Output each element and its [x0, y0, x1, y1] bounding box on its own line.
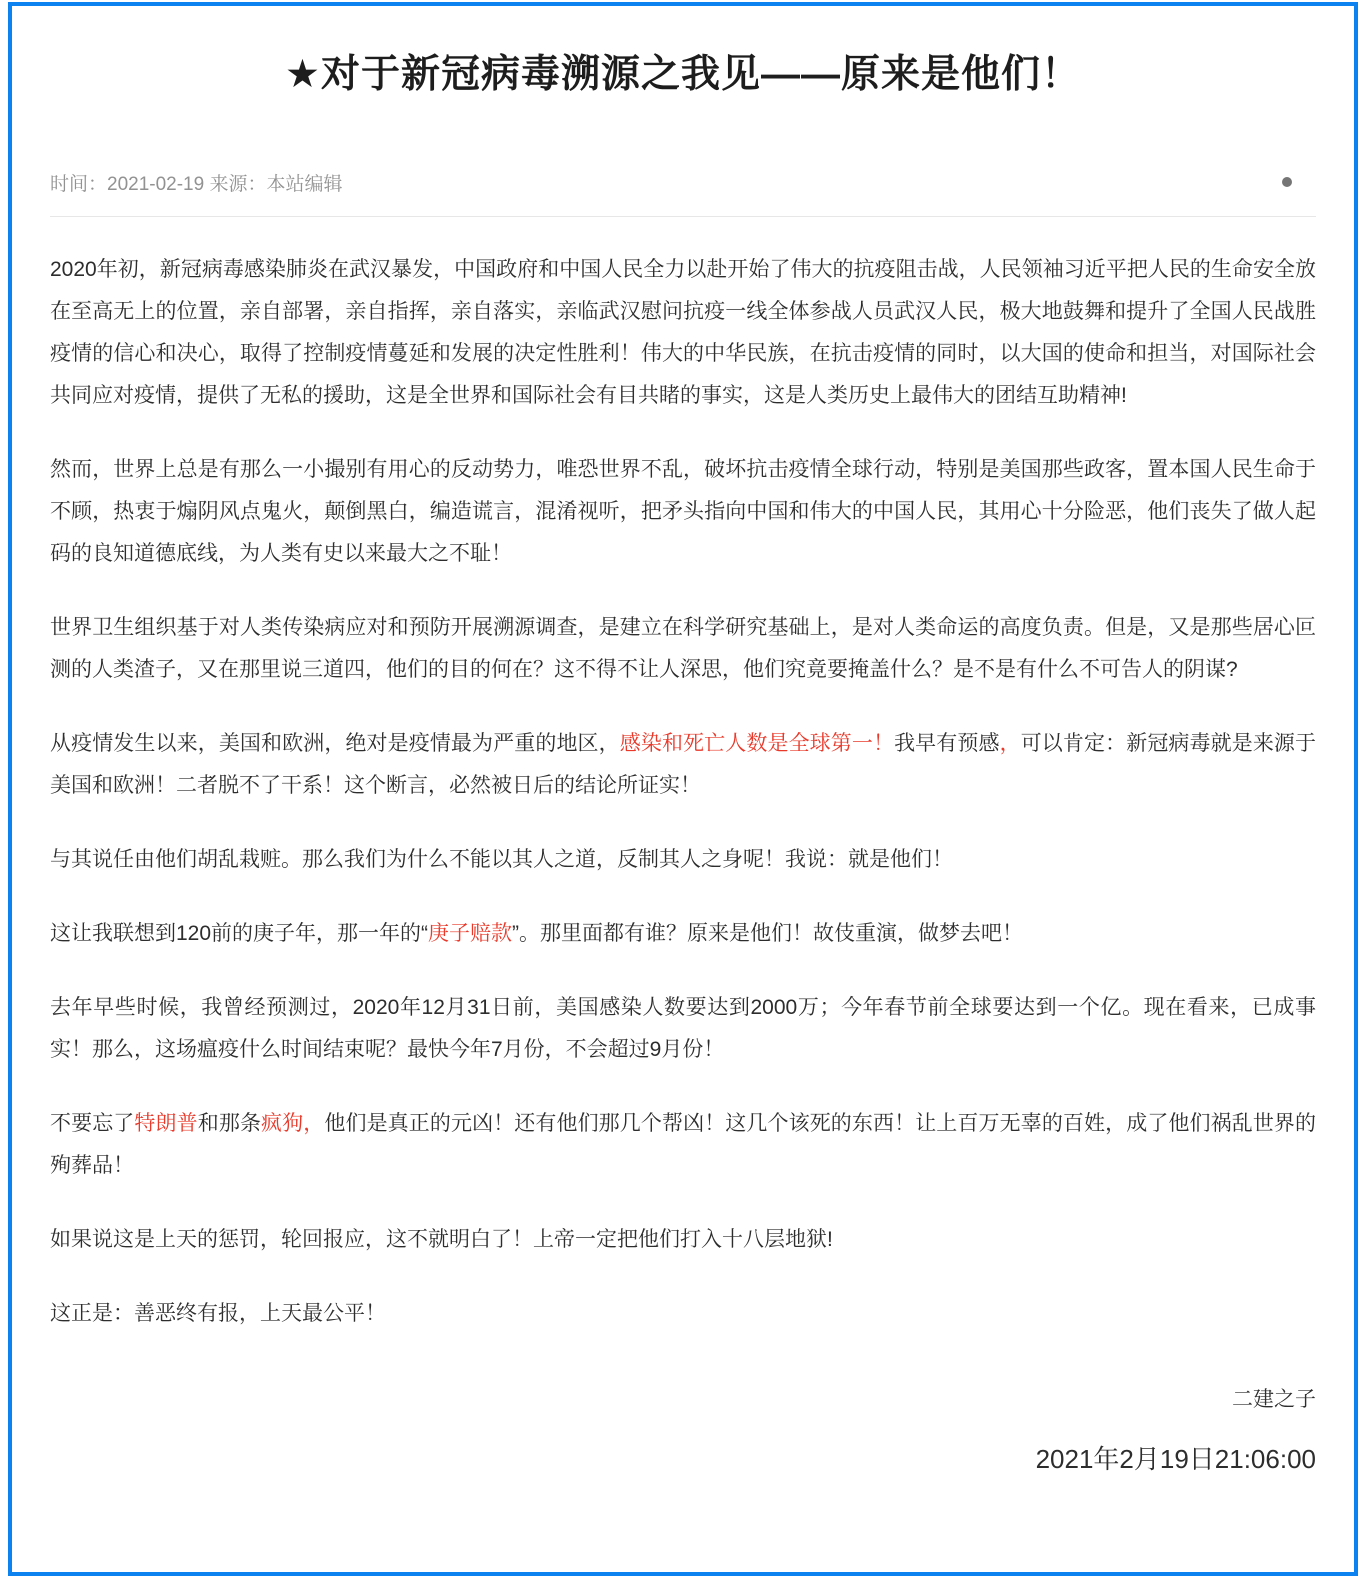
- paragraph-text: 然而，世界上总是有那么一小撮别有用心的反动势力，唯恐世界不乱，破坏抗击疫情全球行动，特别是美国那些政客，置本国人民生命于不顾，热衷于煽阴风点鬼火，颠倒黑白，编造谎言，混淆视听，把矛头指向中国和伟大的中国人民，其用心十分险恶，他们丧失了做人起码的良知道德底线，为人类有史以来最大之不耻！: [50, 457, 1316, 565]
- paragraph-text: 从疫情发生以来，美国和欧洲，绝对是疫情最为严重的地区，: [50, 731, 620, 755]
- paragraph-text: 不要忘了: [50, 1111, 135, 1135]
- paragraph-text: 与其说任由他们胡乱栽赃。那么我们为什么不能以其人之道，反制其人之身呢！我说：就是他们！: [50, 847, 953, 871]
- paragraph-text: 他们是真正的元凶！还有他们那几个帮凶！这几个该死的东西！让上百万无辜的百姓，成了他们祸乱世界的殉葬品！: [50, 1111, 1317, 1177]
- highlight-red: 疯狗，: [261, 1111, 325, 1135]
- paragraph-text: 2020年初，新冠病毒感染肺炎在武汉暴发，中国政府和中国人民全力以赴开始了伟大的抗疫阻击战，人民领袖习近平把人民的生命安全放在至高无上的位置，亲自部署，亲自指挥，亲自落实，亲临武汉慰问抗疫一线全体参战人员武汉人民，极大地鼓舞和提升了全国人民战胜疫情的信心和决心，取得了控制疫情蔓延和发展的决定性胜利！伟大的中华民族，在抗击疫情的同时，以大国的使命和担当，对国际社会共同应对疫情，提供了无私的援助，这是全世界和国际社会有目共睹的事实，这是人类历史上最伟大的团结互助精神!: [50, 257, 1316, 407]
- article-paragraph: [50, 1103, 1316, 1187]
- article-body: [50, 249, 1316, 1335]
- paragraph-text: 如果说这是上天的惩罚，轮回报应，这不就明白了！上帝一定把他们打入十八层地狱!: [50, 1227, 833, 1251]
- paragraph-text: ”。那里面都有谁？原来是他们！故伎重演，做梦去吧！: [512, 921, 1024, 945]
- paragraph-text: 世界卫生组织基于对人类传染病应对和预防开展溯源调查，是建立在科学研究基础上，是对人类命运的高度负责。但是，又是那些居心叵测的人类渣子，又在那里说三道四，他们的目的何在？这不得不让人深思，他们究竟要掩盖什么？是不是有什么不可告人的阴谋?: [50, 615, 1316, 681]
- article-paragraph: [50, 723, 1316, 807]
- dot-icon: [1282, 177, 1292, 187]
- highlight-red: ，: [999, 731, 1021, 755]
- article-paragraph: [50, 913, 1316, 955]
- article-paragraph: [50, 249, 1316, 417]
- article-paragraph: [50, 987, 1316, 1071]
- highlight-red: 感染和死亡人数是全球第一！: [619, 731, 895, 755]
- page-title: ★对于新冠病毒溯源之我见——原来是他们！: [285, 53, 1081, 96]
- paragraph-text: 我早有预感: [894, 731, 1000, 755]
- divider: [50, 216, 1316, 217]
- paragraph-text: 可以肯定：新冠病毒就是来源于美国和欧洲！二者脱不了干系！这个断言，必然被日后的结论所证实！: [50, 731, 1317, 797]
- article-paragraph: [50, 1219, 1316, 1261]
- highlight-red: 庚子赔款: [428, 921, 513, 945]
- author-signature: 二建之子: [1232, 1387, 1316, 1411]
- paragraph-text: 这正是：善恶终有报，上天最公平！: [50, 1301, 386, 1325]
- article-page: [12, 52, 1354, 1479]
- publish-datetime: 2021年2月19日21:06:00: [1035, 1443, 1316, 1474]
- meta-info: 时间：2021-02-19 来源：本站编辑: [50, 173, 343, 195]
- page-frame: [8, 2, 1358, 1576]
- paragraph-text: 这让我联想到120前的庚子年，那一年的“: [50, 921, 429, 945]
- article-paragraph: [50, 839, 1316, 881]
- paragraph-text: 去年早些时候，我曾经预测过，2020年12月31日前，美国感染人数要达到2000万；今年春节前全球要达到一个亿。现在看来，已成事实！那么，这场瘟疫什么时间结束呢？最快今年7月份，不会超过9月份！: [50, 995, 1316, 1061]
- article-paragraph: [50, 449, 1316, 575]
- article-paragraph: [50, 607, 1316, 691]
- paragraph-text: 和那条: [197, 1111, 262, 1135]
- article-paragraph: [50, 1293, 1316, 1335]
- highlight-red: 特朗普: [134, 1111, 198, 1135]
- meta-bar: [50, 169, 1316, 196]
